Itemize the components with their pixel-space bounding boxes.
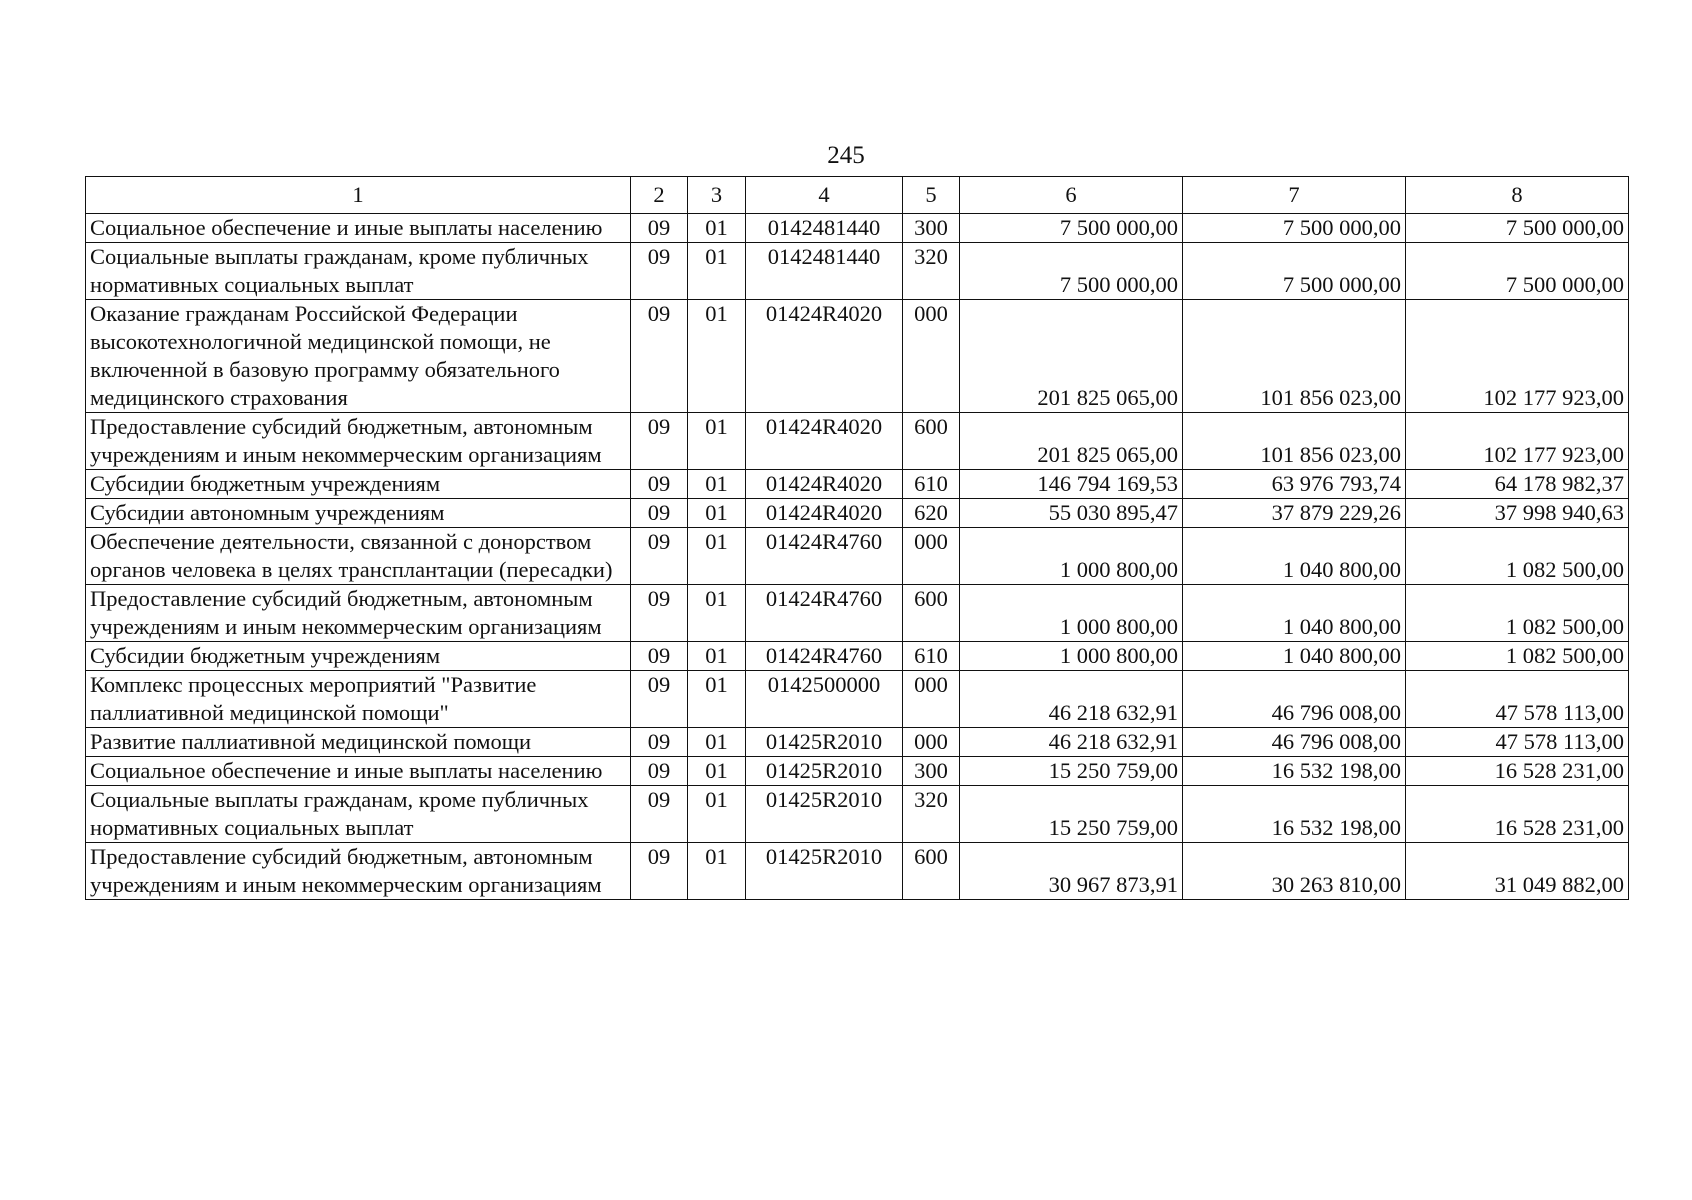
subsection-code: 01 — [688, 757, 746, 786]
amount-col-8: 47 578 113,00 — [1406, 671, 1629, 728]
target-article-code: 01424R4020 — [746, 300, 903, 413]
expense-type-code: 610 — [903, 470, 960, 499]
amount-col-8: 7 500 000,00 — [1406, 214, 1629, 243]
section-code: 09 — [631, 243, 688, 300]
row-name: Предоставление субсидий бюджетным, автономным учреждениям и иным некоммерческим организациям — [86, 413, 631, 470]
section-code: 09 — [631, 470, 688, 499]
section-code: 09 — [631, 528, 688, 585]
amount-col-6: 1 000 800,00 — [960, 585, 1183, 642]
table-row — [86, 413, 1629, 470]
amount-col-6: 46 218 632,91 — [960, 671, 1183, 728]
column-header: 8 — [1406, 177, 1629, 214]
table-row — [86, 214, 1629, 243]
amount-col-8: 102 177 923,00 — [1406, 413, 1629, 470]
amount-col-8: 1 082 500,00 — [1406, 642, 1629, 671]
column-header: 6 — [960, 177, 1183, 214]
section-code: 09 — [631, 728, 688, 757]
header-row — [86, 177, 1629, 214]
expense-type-code: 300 — [903, 214, 960, 243]
amount-col-8: 16 528 231,00 — [1406, 786, 1629, 843]
amount-col-7: 30 263 810,00 — [1183, 843, 1406, 900]
target-article-code: 01424R4760 — [746, 642, 903, 671]
target-article-code: 0142500000 — [746, 671, 903, 728]
subsection-code: 01 — [688, 528, 746, 585]
table-body — [86, 214, 1629, 900]
amount-col-7: 101 856 023,00 — [1183, 413, 1406, 470]
row-name: Социальное обеспечение и иные выплаты населению — [86, 214, 631, 243]
amount-col-6: 7 500 000,00 — [960, 243, 1183, 300]
amount-col-6: 15 250 759,00 — [960, 786, 1183, 843]
amount-col-8: 1 082 500,00 — [1406, 528, 1629, 585]
expense-type-code: 320 — [903, 786, 960, 843]
expense-type-code: 320 — [903, 243, 960, 300]
row-name: Обеспечение деятельности, связанной с донорством органов человека в целях трансплантации (пересадки) — [86, 528, 631, 585]
row-name: Развитие паллиативной медицинской помощи — [86, 728, 631, 757]
target-article-code: 01424R4020 — [746, 499, 903, 528]
row-name: Предоставление субсидий бюджетным, автономным учреждениям и иным некоммерческим организациям — [86, 843, 631, 900]
expense-type-code: 000 — [903, 728, 960, 757]
table-row — [86, 528, 1629, 585]
row-name: Субсидии бюджетным учреждениям — [86, 642, 631, 671]
amount-col-6: 15 250 759,00 — [960, 757, 1183, 786]
subsection-code: 01 — [688, 243, 746, 300]
amount-col-6: 1 000 800,00 — [960, 528, 1183, 585]
subsection-code: 01 — [688, 214, 746, 243]
table-row — [86, 243, 1629, 300]
row-name: Субсидии автономным учреждениям — [86, 499, 631, 528]
amount-col-6: 7 500 000,00 — [960, 214, 1183, 243]
section-code: 09 — [631, 642, 688, 671]
target-article-code: 01425R2010 — [746, 843, 903, 900]
section-code: 09 — [631, 786, 688, 843]
target-article-code: 01424R4020 — [746, 413, 903, 470]
section-code: 09 — [631, 499, 688, 528]
row-name: Социальное обеспечение и иные выплаты населению — [86, 757, 631, 786]
amount-col-8: 102 177 923,00 — [1406, 300, 1629, 413]
column-header: 2 — [631, 177, 688, 214]
amount-col-7: 63 976 793,74 — [1183, 470, 1406, 499]
amount-col-8: 16 528 231,00 — [1406, 757, 1629, 786]
table-row — [86, 786, 1629, 843]
amount-col-7: 7 500 000,00 — [1183, 243, 1406, 300]
row-name: Комплекс процессных мероприятий "Развитие паллиативной медицинской помощи" — [86, 671, 631, 728]
subsection-code: 01 — [688, 642, 746, 671]
row-name: Предоставление субсидий бюджетным, автономным учреждениям и иным некоммерческим организациям — [86, 585, 631, 642]
row-name: Оказание гражданам Российской Федерации высокотехнологичной медицинской помощи, не включенной в базовую программу обязательного медицинского страхования — [86, 300, 631, 413]
table-row — [86, 671, 1629, 728]
amount-col-6: 46 218 632,91 — [960, 728, 1183, 757]
amount-col-8: 64 178 982,37 — [1406, 470, 1629, 499]
row-name: Субсидии бюджетным учреждениям — [86, 470, 631, 499]
amount-col-8: 1 082 500,00 — [1406, 585, 1629, 642]
target-article-code: 01424R4760 — [746, 585, 903, 642]
expense-type-code: 610 — [903, 642, 960, 671]
amount-col-8: 37 998 940,63 — [1406, 499, 1629, 528]
row-name: Социальные выплаты гражданам, кроме публичных нормативных социальных выплат — [86, 243, 631, 300]
amount-col-7: 1 040 800,00 — [1183, 528, 1406, 585]
section-code: 09 — [631, 413, 688, 470]
amount-col-7: 101 856 023,00 — [1183, 300, 1406, 413]
table-row — [86, 300, 1629, 413]
table-row — [86, 728, 1629, 757]
amount-col-6: 201 825 065,00 — [960, 300, 1183, 413]
table-row — [86, 757, 1629, 786]
amount-col-7: 7 500 000,00 — [1183, 214, 1406, 243]
expense-type-code: 300 — [903, 757, 960, 786]
budget-table — [85, 176, 1629, 900]
target-article-code: 0142481440 — [746, 214, 903, 243]
amount-col-8: 7 500 000,00 — [1406, 243, 1629, 300]
amount-col-8: 47 578 113,00 — [1406, 728, 1629, 757]
section-code: 09 — [631, 843, 688, 900]
target-article-code: 01424R4020 — [746, 470, 903, 499]
subsection-code: 01 — [688, 671, 746, 728]
amount-col-7: 37 879 229,26 — [1183, 499, 1406, 528]
amount-col-7: 1 040 800,00 — [1183, 585, 1406, 642]
section-code: 09 — [631, 300, 688, 413]
amount-col-6: 201 825 065,00 — [960, 413, 1183, 470]
expense-type-code: 600 — [903, 413, 960, 470]
expense-type-code: 000 — [903, 528, 960, 585]
subsection-code: 01 — [688, 300, 746, 413]
amount-col-6: 30 967 873,91 — [960, 843, 1183, 900]
amount-col-6: 1 000 800,00 — [960, 642, 1183, 671]
column-header: 1 — [86, 177, 631, 214]
column-header: 3 — [688, 177, 746, 214]
amount-col-7: 46 796 008,00 — [1183, 671, 1406, 728]
column-header: 7 — [1183, 177, 1406, 214]
row-name: Социальные выплаты гражданам, кроме публичных нормативных социальных выплат — [86, 786, 631, 843]
subsection-code: 01 — [688, 728, 746, 757]
table-row — [86, 843, 1629, 900]
amount-col-6: 55 030 895,47 — [960, 499, 1183, 528]
amount-col-6: 146 794 169,53 — [960, 470, 1183, 499]
subsection-code: 01 — [688, 585, 746, 642]
amount-col-7: 16 532 198,00 — [1183, 757, 1406, 786]
amount-col-7: 16 532 198,00 — [1183, 786, 1406, 843]
page-number: 245 — [827, 142, 865, 169]
table-row — [86, 642, 1629, 671]
amount-col-8: 31 049 882,00 — [1406, 843, 1629, 900]
subsection-code: 01 — [688, 413, 746, 470]
section-code: 09 — [631, 585, 688, 642]
section-code: 09 — [631, 671, 688, 728]
target-article-code: 01424R4760 — [746, 528, 903, 585]
target-article-code: 01425R2010 — [746, 786, 903, 843]
target-article-code: 0142481440 — [746, 243, 903, 300]
expense-type-code: 620 — [903, 499, 960, 528]
expense-type-code: 000 — [903, 671, 960, 728]
subsection-code: 01 — [688, 499, 746, 528]
section-code: 09 — [631, 757, 688, 786]
target-article-code: 01425R2010 — [746, 728, 903, 757]
expense-type-code: 600 — [903, 585, 960, 642]
column-header: 4 — [746, 177, 903, 214]
expense-type-code: 000 — [903, 300, 960, 413]
section-code: 09 — [631, 214, 688, 243]
column-header: 5 — [903, 177, 960, 214]
amount-col-7: 46 796 008,00 — [1183, 728, 1406, 757]
table-row — [86, 470, 1629, 499]
target-article-code: 01425R2010 — [746, 757, 903, 786]
table-row — [86, 585, 1629, 642]
table-row — [86, 499, 1629, 528]
amount-col-7: 1 040 800,00 — [1183, 642, 1406, 671]
subsection-code: 01 — [688, 843, 746, 900]
expense-type-code: 600 — [903, 843, 960, 900]
subsection-code: 01 — [688, 786, 746, 843]
subsection-code: 01 — [688, 470, 746, 499]
